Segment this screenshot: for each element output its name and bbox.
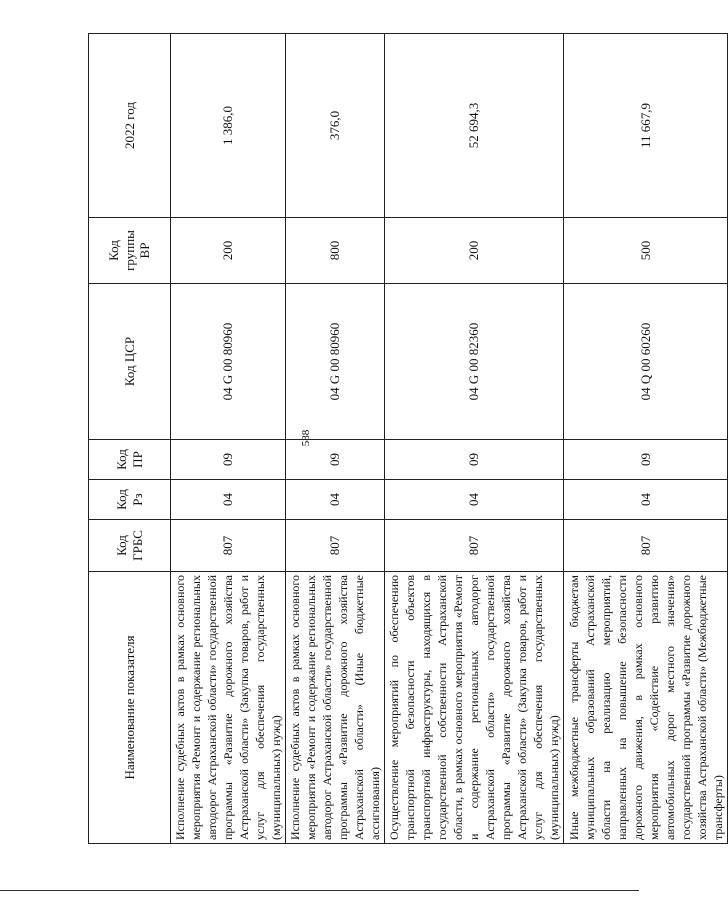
table-row <box>171 34 286 844</box>
row-rz: 04 <box>171 480 286 520</box>
header-vr: Код группы ВР <box>89 218 171 284</box>
table-row <box>286 34 385 844</box>
row-name: Иные межбюджетные трансферты бюджетам муниципальных образований Астраханской области на реализацию мероприятий, направленных на повышение безопасности дорожного движения, в рамках основного мероприятия «Содействие развитию автомобильных дорог местного значения» государственной программы «Развитие дорожного хозяйства Астраханской области» (Межбюджетные трансферты) <box>564 572 728 844</box>
header-name: Наименование показателя <box>89 572 171 844</box>
header-csr: Код ЦСР <box>89 284 171 440</box>
table-row <box>564 34 728 844</box>
row-vr: 500 <box>564 218 728 284</box>
row-pr: 09 <box>385 440 564 480</box>
row-rz: 04 <box>564 480 728 520</box>
row-grbs: 807 <box>286 520 385 572</box>
table-row <box>385 34 564 844</box>
row-csr: 04 G 00 80960 <box>171 284 286 440</box>
row-csr: 04 G 00 80960 <box>286 284 385 440</box>
row-year-value: 11 667,9 <box>564 34 728 218</box>
row-vr: 800 <box>286 218 385 284</box>
row-rz: 04 <box>385 480 564 520</box>
header-year: 2022 год <box>89 34 171 218</box>
row-year-value: 1 386,0 <box>171 34 286 218</box>
row-vr: 200 <box>171 218 286 284</box>
row-grbs: 807 <box>385 520 564 572</box>
row-vr: 200 <box>385 218 564 284</box>
header-pr: Код ПР <box>89 440 171 480</box>
report-sheet <box>88 34 725 844</box>
header-rz: Код Рз <box>89 480 171 520</box>
row-name: Осуществление мероприятий по обеспечению транспортной безопасности объектов транспортной инфраструктуры, находящихся в государственной собственности Астраханской области, в рамках основного мероприятия «Ремонт и содержание региональных автодорог Астраханской области» государственной программы «Развитие дорожного хозяйства Астраханской области» (Закупка товаров, работ и услуг для обеспечения государственных (муниципальных) нужд) <box>385 572 564 844</box>
page-number: 588 <box>300 429 312 447</box>
rotated-table-container <box>88 34 725 844</box>
row-pr: 09 <box>286 440 385 480</box>
table-header-row <box>89 34 171 844</box>
row-name: Исполнение судебных актов в рамках основного мероприятия «Ремонт и содержание региональных автодорог Астраханской области» государственной программы «Развитие дорожного хозяйства Астраханской области» (Закупка товаров, работ и услуг для обеспечения государственных (муниципальных) нужд) <box>171 572 286 844</box>
row-name: Исполнение судебных актов в рамках основного мероприятия «Ремонт и содержание региональных автодорог Астраханской области» государственной программы «Развитие дорожного хозяйства Астраханской области» (Иные бюджетные ассигнования) <box>286 572 385 844</box>
page-bottom-rule <box>0 890 639 891</box>
row-grbs: 807 <box>564 520 728 572</box>
budget-table <box>88 33 728 844</box>
row-csr: 04 G 00 82360 <box>385 284 564 440</box>
row-year-value: 52 694,3 <box>385 34 564 218</box>
row-pr: 09 <box>564 440 728 480</box>
header-grbs: Код ГРБС <box>89 520 171 572</box>
row-csr: 04 Q 00 60260 <box>564 284 728 440</box>
row-grbs: 807 <box>171 520 286 572</box>
row-year-value: 376,0 <box>286 34 385 218</box>
row-rz: 04 <box>286 480 385 520</box>
row-pr: 09 <box>171 440 286 480</box>
